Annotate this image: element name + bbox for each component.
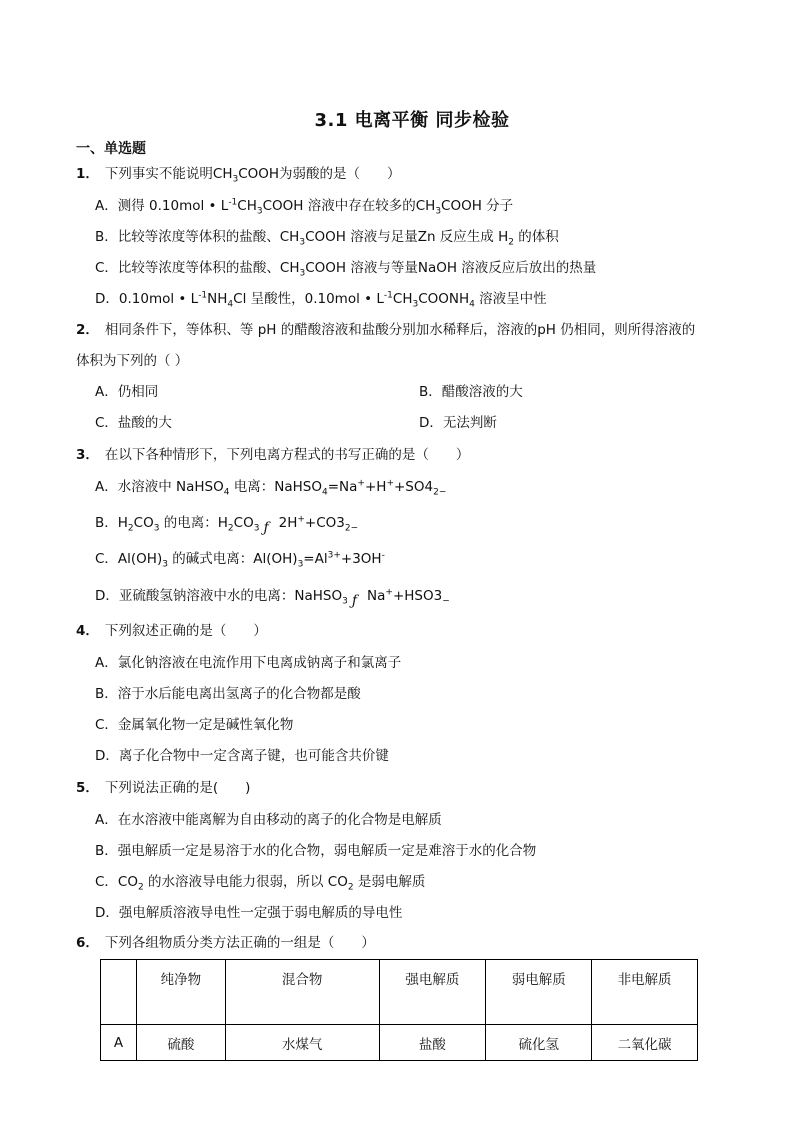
- question-1: 1． 下列事实不能说明$CH_3COOH$为弱酸的是（ ）: [76, 166, 401, 185]
- question-text: 下列事实不能说明CH: [104, 166, 233, 182]
- option-5a: A．在水溶液中能离解为自由移动的离子的化合物是电解质: [95, 812, 442, 828]
- option-3a: A．水溶液中 NaHSO$_4$ 电离：$NaHSO_4=Na^++H^++SO4_{2-}$: [95, 478, 447, 498]
- question-5: [76, 778, 250, 798]
- option-1a: A．测得 0.10mol • $L^{-1}CH_3COOH$ 溶液中存在较多的$CH_3COOH$ 分子: [95, 197, 514, 217]
- table-cell: 盐酸: [379, 1025, 486, 1061]
- equilibrium-arrow-icon: ƒ: [263, 520, 269, 536]
- table-header-cell: [101, 960, 137, 1025]
- option-2d: D．无法判断: [419, 415, 497, 431]
- option-4a: A．氯化钠溶液在电流作用下电离成钠离子和氯离子: [95, 655, 402, 671]
- equilibrium-arrow-icon: ƒ: [351, 593, 358, 609]
- option-3c: C．$Al(OH)_3$ 的碱式电离：$Al(OH)_3=Al^{3+}+3OH^-$: [95, 550, 385, 570]
- option-1c: C．比较等浓度等体积的盐酸、$CH_3COOH$ 溶液与等量NaOH 溶液反应后放出的热量: [95, 260, 597, 279]
- question-number: 6．: [76, 935, 99, 951]
- option-4d: D．离子化合物中一定含离子键，也可能含共价键: [95, 748, 389, 764]
- table-row: [101, 1025, 698, 1061]
- option-5d: D．强电解质溶液导电性一定强于弱电解质的导电性: [95, 905, 403, 921]
- option-2b: B．醋酸溶液的大: [419, 384, 523, 400]
- option-5c: C．$CO_2$ 的水溶液导电能力很弱，所以 $CO_2$ 是弱电解质: [95, 874, 426, 893]
- option-1d: D．0.10mol • $L^{-1}NH_4Cl$ 呈酸性，0.10mol • $L^{-1}CH_3COONH_4$ 溶液呈中性: [95, 290, 547, 310]
- table-cell: 水煤气: [225, 1025, 379, 1061]
- table-header-cell: 强电解质: [379, 960, 486, 1025]
- question-2: [76, 320, 695, 340]
- table-header-row: [101, 960, 698, 1025]
- table-cell: 硫酸: [136, 1025, 225, 1061]
- option-4b: B．溶于水后能电离出氢离子的化合物都是酸: [95, 686, 361, 702]
- option-4c: C．金属氧化物一定是碱性氧化物: [95, 717, 294, 733]
- question-3: [76, 445, 469, 465]
- page-title: 3.1 电离平衡 同步检验: [314, 110, 510, 131]
- question-number: 3．: [76, 447, 99, 463]
- option-1b: B．比较等浓度等体积的盐酸、$CH_3COOH$ 溶液与足量Zn 反应生成 $H_2$ 的体积: [95, 229, 559, 248]
- question-number: 1．: [76, 166, 99, 182]
- option-5b: B．强电解质一定是易溶于水的化合物，弱电解质一定是难溶于水的化合物: [95, 843, 537, 859]
- option-2c: C．盐酸的大: [95, 415, 172, 431]
- question-text: 在以下各种情形下，下列电离方程式的书写正确的是（ ）: [104, 447, 470, 463]
- section-heading: 一、单选题: [76, 141, 146, 157]
- question-number: 4．: [76, 623, 99, 639]
- question-number: 2．: [76, 322, 99, 338]
- table-cell: 二氧化碳: [592, 1025, 698, 1061]
- table-header-cell: 纯净物: [136, 960, 225, 1025]
- option-2a: A．仍相同: [95, 384, 159, 400]
- question-text: 相同条件下，等体积、等 pH 的醋酸溶液和盐酸分别加水稀释后，溶液的pH 仍相同，则所得溶液的: [104, 322, 696, 338]
- question-text: 下列说法正确的是( ): [104, 780, 251, 796]
- table-cell: A: [101, 1025, 137, 1061]
- question-text: 下列叙述正确的是（ ）: [104, 623, 267, 639]
- table-header-cell: 非电解质: [592, 960, 698, 1025]
- option-3b: B．$H_2CO_3$ 的电离：$H_2CO_3$ ƒ $2H^++CO3_{2-}$: [95, 514, 359, 536]
- question-text: 下列各组物质分类方法正确的一组是（ ）: [104, 935, 375, 951]
- question-6: [76, 933, 375, 953]
- classification-table: [100, 959, 698, 1061]
- question-2-continued: 体积为下列的（ ）: [76, 353, 189, 369]
- option-3d: D．亚硫酸氢钠溶液中水的电离：NaHSO$_3$ ƒ $Na^++HSO3_-$: [95, 587, 450, 609]
- question-4: [76, 621, 267, 641]
- question-number: 5．: [76, 780, 99, 796]
- table-header-cell: 弱电解质: [486, 960, 592, 1025]
- table-header-cell: 混合物: [225, 960, 379, 1025]
- table-cell: 硫化氢: [486, 1025, 592, 1061]
